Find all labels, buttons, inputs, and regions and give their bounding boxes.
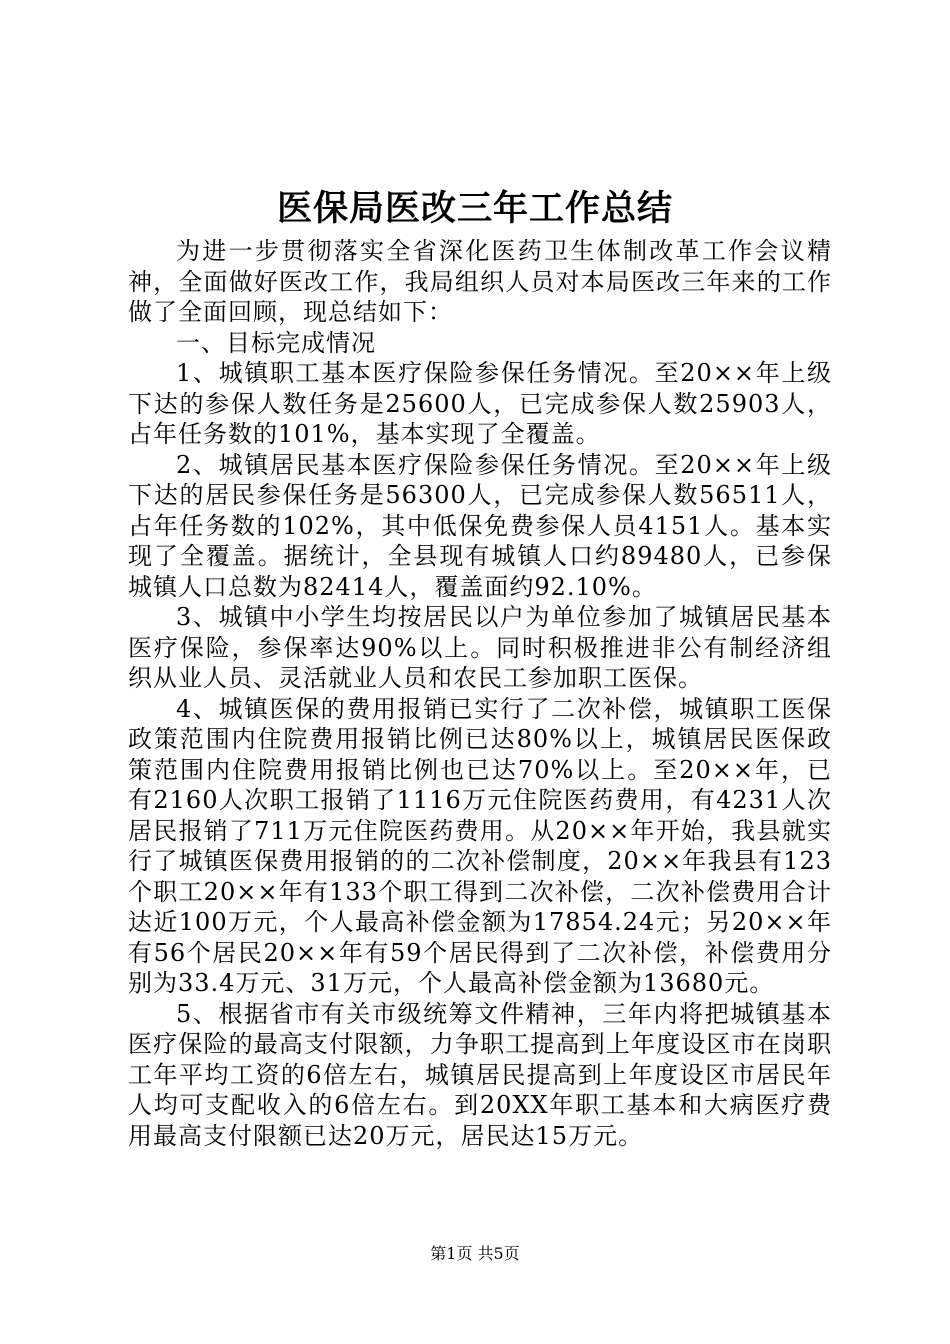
document-title: 医保局医改三年工作总结 (276, 188, 673, 229)
document-body (128, 236, 832, 1151)
paragraph-item-1: 1、城镇职工基本医疗保险参保任务情况。至20××年上级下达的参保人数任务是25600人，已完成参保人数25903人，占年任务数的101%，基本实现了全覆盖。 (128, 359, 832, 448)
paragraph-item-3: 3、城镇中小学生均按居民以户为单位参加了城镇居民基本医疗保险，参保率达90%以上。同时积极推进非公有制经济组织从业人员、灵活就业人员和农民工参加职工医保。 (128, 603, 832, 692)
paragraph-item-4: 4、城镇医保的费用报销已实行了二次补偿，城镇职工医保政策范围内住院费用报销比例已达80%以上，城镇居民医保政策范围内住院费用报销比例也已达70%以上。至20××年，已有2160人次职工报销了1116万元住院医药费用，有4231人次居民报销了711万元住院医药费用。从20××年开始，我县就实行了城镇医保费用报销的的二次补偿制度，20××年我县有123个职工20××年有133个职工得到二次补偿，二次补偿费用合计达近100万元，个人最高补偿金额为17854.24元；另20××年有56个居民20××年有59个居民得到了二次补偿，补偿费用分别为33.4万元、31万元，个人最高补偿金额为13680元。 (128, 694, 832, 997)
page-number-footer: 第1页 共5页 (430, 1244, 520, 1263)
paragraph-item-2: 2、城镇居民基本医疗保险参保任务情况。至20××年上级下达的居民参保任务是56300人，已完成参保人数56511人，占年任务数的102%，其中低保免费参保人员4151人。基本实现了全覆盖。据统计，全县现有城镇人口约89480人，已参保城镇人口总数为82414人，覆盖面约92.10%。 (128, 450, 832, 601)
paragraph-intro: 为进一步贯彻落实全省深化医药卫生体制改革工作会议精神，全面做好医改工作，我局组织人员对本局医改三年来的工作做了全面回顾，现总结如下： (128, 237, 832, 326)
paragraph-item-5: 5、根据省市有关市级统筹文件精神，三年内将把城镇基本医疗保险的最高支付限额，力争职工提高到上年度设区市在岗职工年平均工资的6倍左右，城镇居民提高到上年度设区市居民年人均可支配收入的6倍左右。到20XX年职工基本和大病医疗费用最高支付限额已达20万元，居民达15万元。 (128, 999, 832, 1150)
section-heading: 一、目标完成情况 (176, 328, 376, 357)
